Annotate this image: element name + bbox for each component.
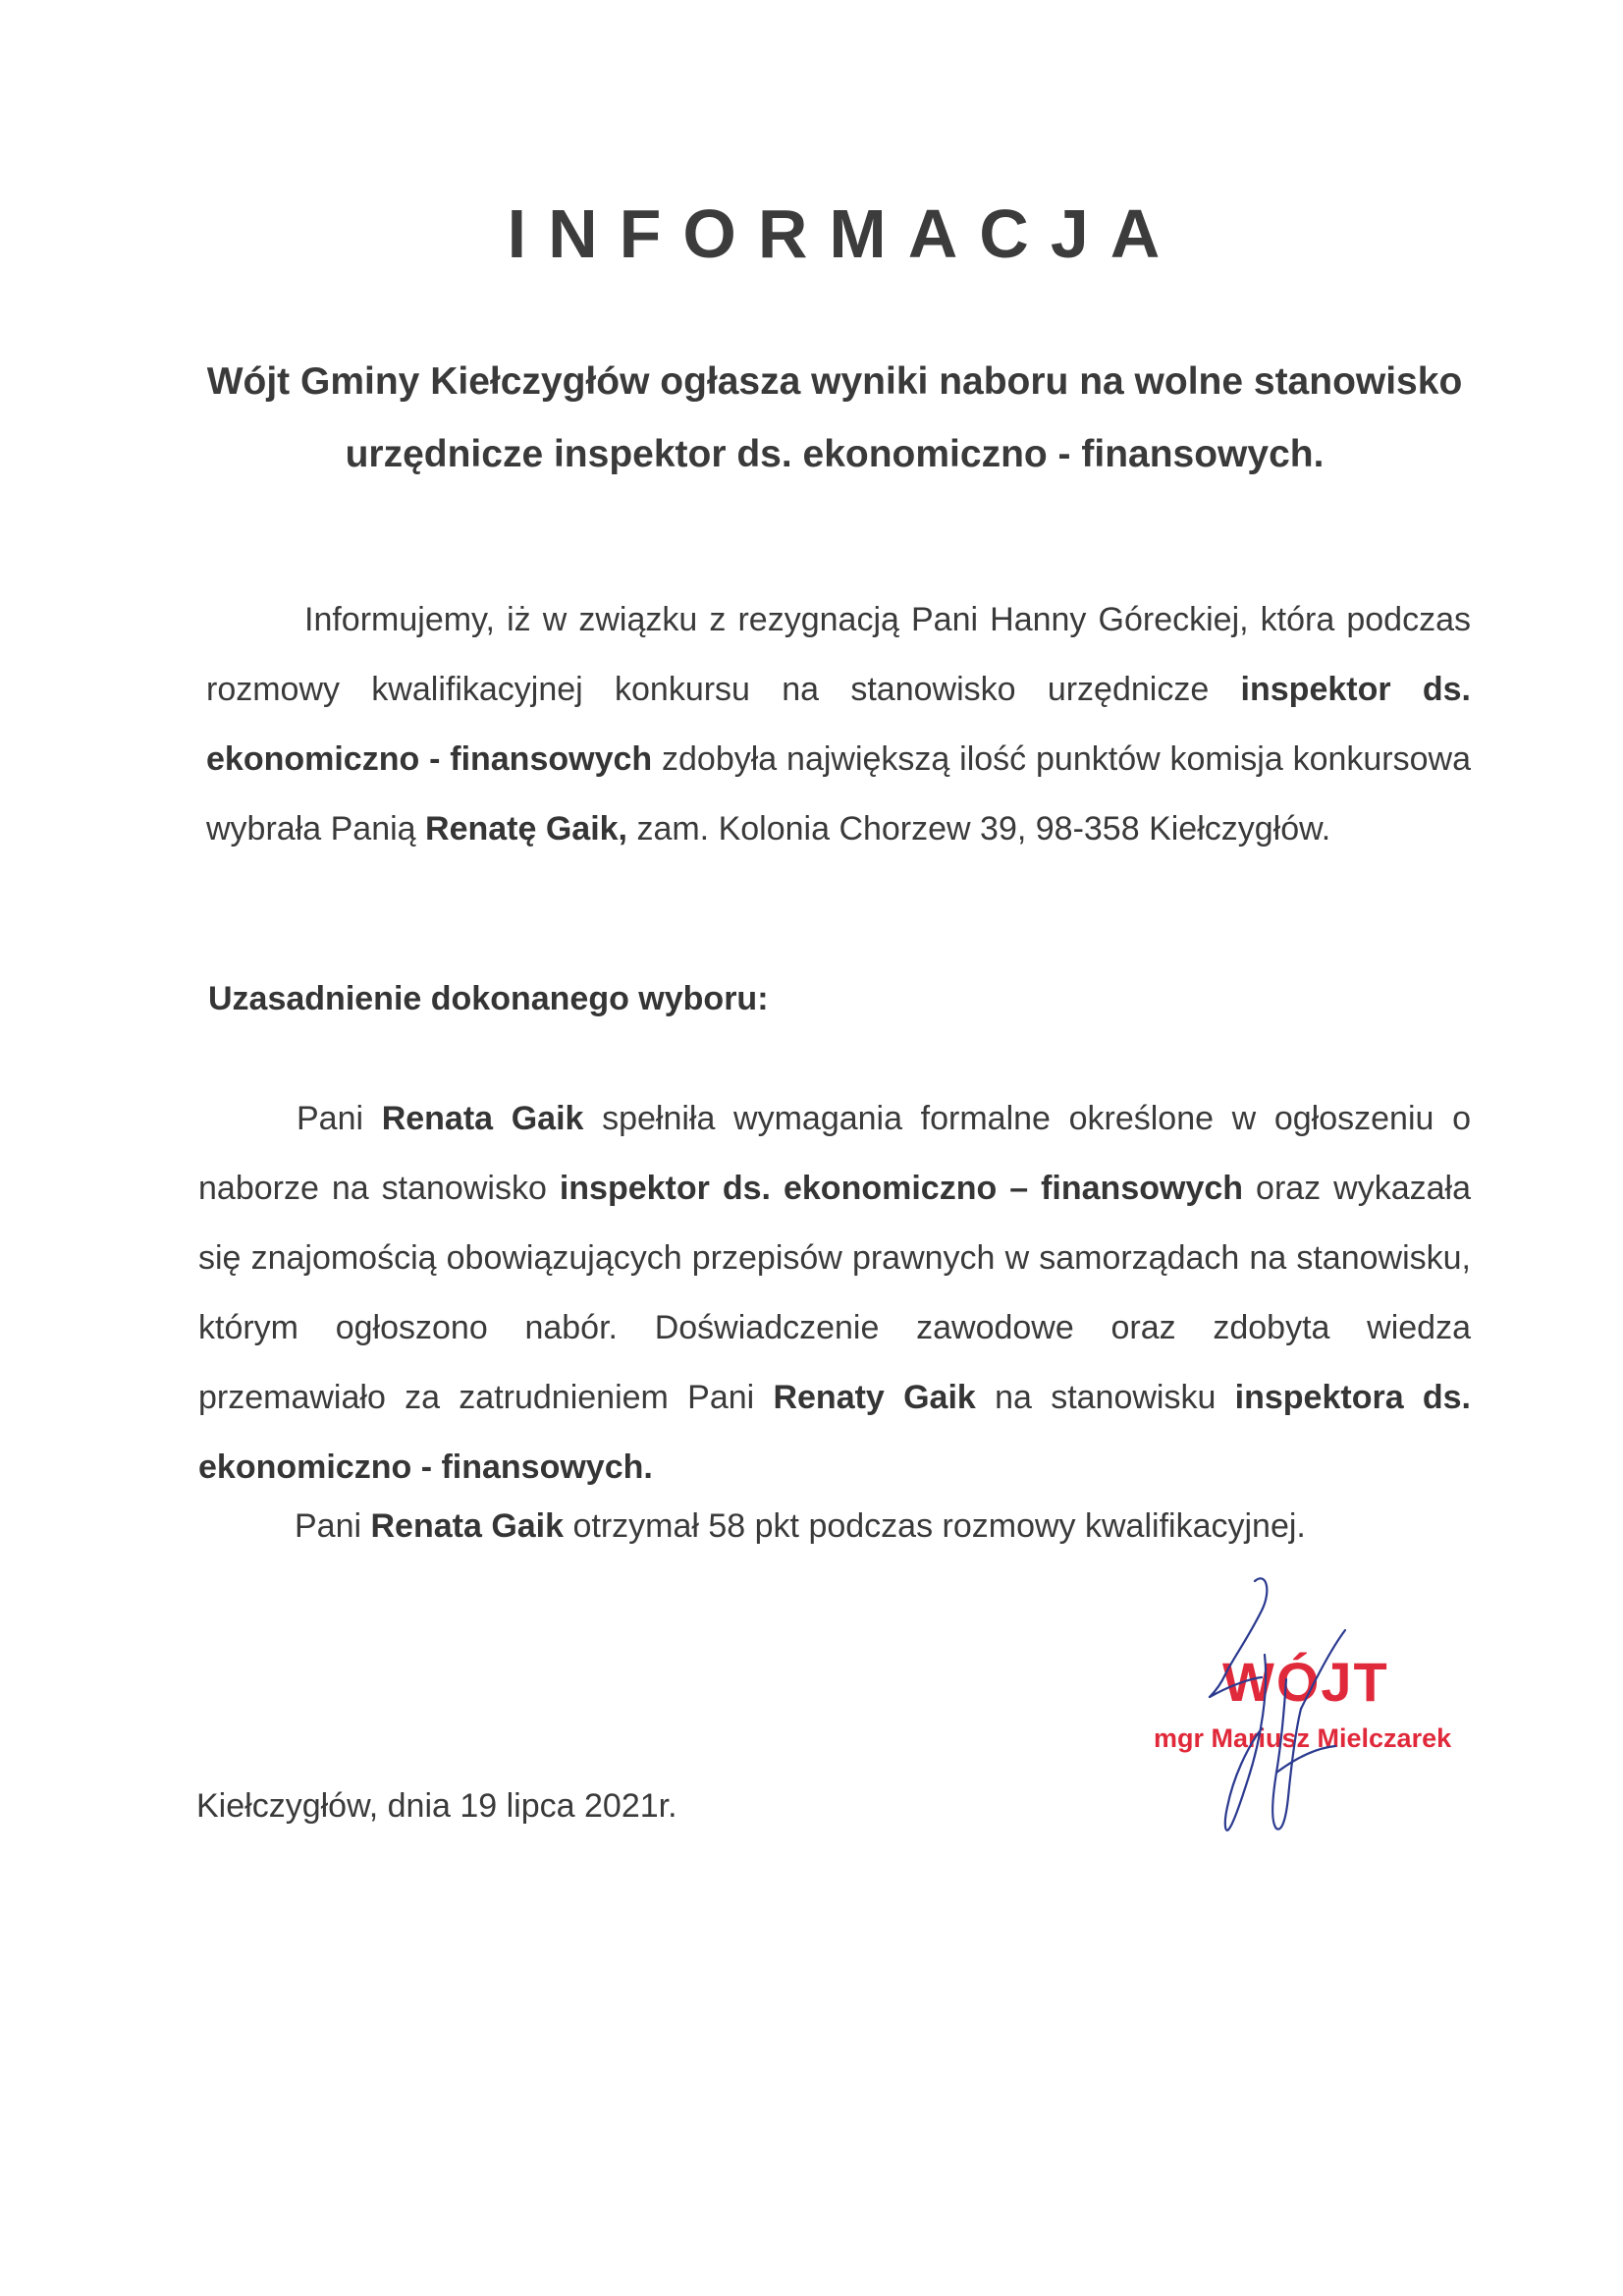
stamp-title: WÓJT [1222, 1651, 1389, 1713]
handwritten-signature [1139, 1571, 1492, 1846]
p2-bold-name-2: Renaty Gaik [773, 1379, 976, 1416]
p2-bold-name: Renata Gaik [381, 1100, 584, 1137]
paragraph-announcement [206, 585, 1471, 864]
p2-text-4: na stanowisku [975, 1379, 1235, 1416]
official-stamp [1139, 1571, 1492, 1846]
p1-text-1: Informujemy, iż w związku z rezygnacją Pani Hanny Góreckiej, która podczas rozmowy kwalifikacyjnej konkursu na stanowisko urzędnicze [206, 601, 1471, 708]
p2-text-3: oraz wykazała się znajomością obowiązujących przepisów prawnych w samorządach na stanowisku, którym ogłoszono nabór. Doświadczenie zawodowe oraz zdobyta wiedza przemawiało za zatrudnieniem Pani [198, 1170, 1471, 1416]
stamp-name: mgr Mariusz Mielczarek [1154, 1723, 1452, 1753]
p1-text-2: zdobyła największą ilość punktów komisja konkursowa wybrała Panią [206, 740, 1471, 847]
subtitle-line-1: Wójt Gminy Kiełczygłów ogłasza wyniki naboru na wolne stanowisko [206, 360, 1463, 403]
document-date: Kiełczygłów, dnia 19 lipca 2021r. [196, 1787, 677, 1825]
justification-heading: Uzasadnienie dokonanego wyboru: [208, 980, 769, 1017]
p3-bold-name: Renata Gaik [370, 1507, 565, 1545]
document-subtitle [147, 346, 1522, 491]
document-title: INFORMACJA [507, 195, 1182, 272]
paragraph-score [295, 1507, 1306, 1546]
p1-bold-position: inspektor ds. ekonomiczno - finansowych [206, 671, 1471, 778]
subtitle-line-2: urzędnicze inspektor ds. ekonomiczno - finansowych. [345, 433, 1325, 475]
p2-bold-position: inspektor ds. ekonomiczno – finansowych [559, 1170, 1244, 1207]
p2-text-2: spełniła wymagania formalne określone w ogłoszeniu o naborze na stanowisko [198, 1100, 1471, 1207]
paragraph-justification [198, 1084, 1471, 1503]
p3-text-2: otrzymał 58 pkt podczas rozmowy kwalifikacyjnej. [564, 1507, 1306, 1545]
p3-text-1: Pani [295, 1507, 371, 1545]
p1-text-3: zam. Kolonia Chorzew 39, 98-358 Kiełczygłów. [627, 810, 1331, 847]
p2-text-1: Pani [297, 1100, 382, 1137]
p2-bold-position-2: inspektora ds. ekonomiczno - finansowych. [198, 1379, 1471, 1486]
p1-bold-name: Renatę Gaik, [425, 810, 627, 847]
